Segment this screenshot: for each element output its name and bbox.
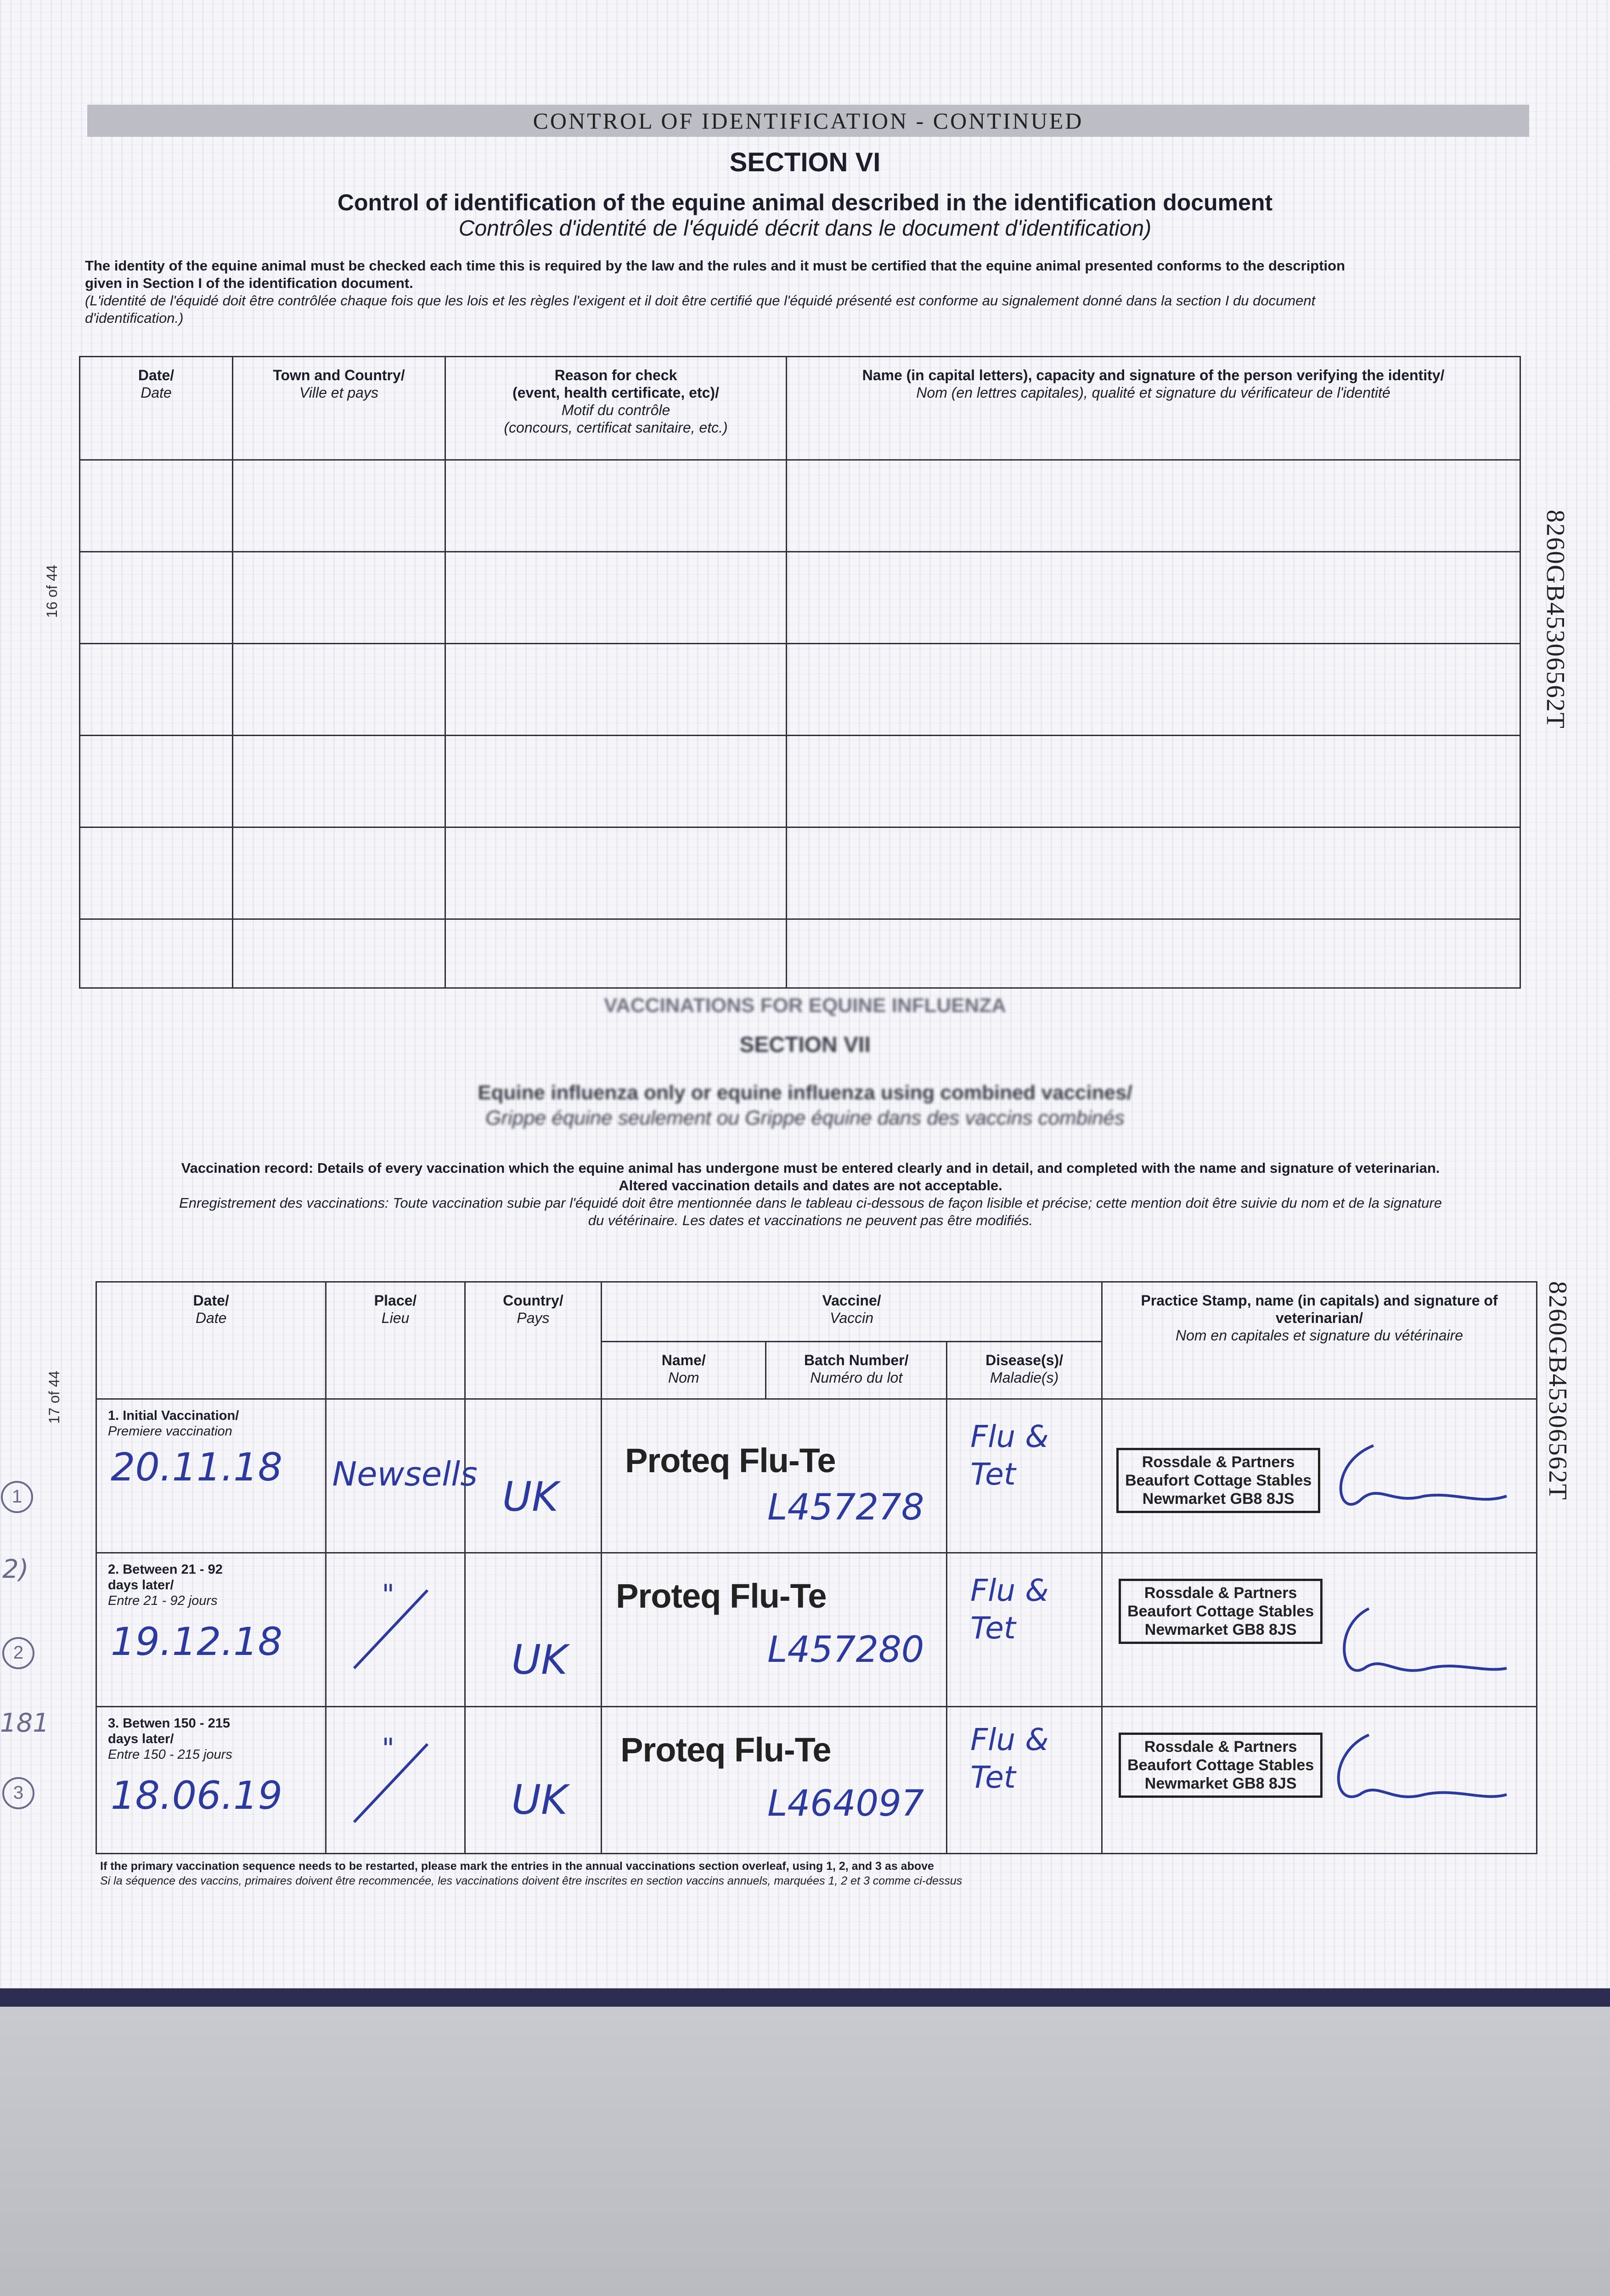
vacc-country-cell: [465, 1399, 601, 1553]
vacc-country-value: UK: [511, 1636, 568, 1683]
section-vii-heading-en: Equine influenza only or equine influenza using combined vaccines/: [478, 1081, 1132, 1104]
vacc-name-batch-cell: [602, 1399, 947, 1553]
footnote-fr: Si la séquence des vaccins, primaires doivent être recommencée, les vaccinations doivent être inscrites en section vaccins annuels, marquées 1, 2 et 3 comme ci-dessus: [100, 1874, 963, 1887]
vacc-place-value: ": [382, 1733, 394, 1765]
col-reason-fr-2: (concours, certificat sanitaire, etc.): [504, 419, 728, 436]
col-reason-en-2: (event, health certificate, etc)/: [512, 384, 719, 401]
passport-code-bottom: 8260GB45306562T: [1543, 1281, 1572, 1501]
vacc-disease-cell: [947, 1399, 1102, 1553]
vacc-country-cell: [465, 1707, 601, 1854]
col-place-fr: Lieu: [381, 1310, 410, 1326]
vacc-date-cell: [96, 1707, 326, 1854]
intro-en-line-2: given in Section I of the identification document.: [85, 275, 413, 291]
margin-mark-3: 2: [2, 1637, 34, 1669]
col-vaccine-name-fr: Nom: [668, 1369, 699, 1386]
margin-mark-1: 1: [1, 1481, 33, 1513]
table-row: [80, 827, 1520, 919]
col-stamp-header: [1102, 1282, 1537, 1399]
col-disease-en: Disease(s)/: [985, 1352, 1064, 1368]
col-disease-fr: Maladie(s): [990, 1369, 1059, 1386]
page-number-16: 16 of 44: [44, 565, 60, 618]
margin-mark-5: 3: [2, 1777, 34, 1809]
col-town-fr: Ville et pays: [299, 384, 378, 401]
vaccination-footnote: [100, 1859, 1524, 1888]
col-vaccine-name-header: [602, 1342, 766, 1399]
vaccine-name: Proteq Flu-Te: [620, 1731, 831, 1769]
passport-code-top: 8260GB45306562T: [1541, 510, 1570, 729]
col-town-en: Town and Country/: [273, 367, 405, 383]
row-label-fr: Premiere vaccination: [108, 1424, 232, 1439]
practice-stamp: [1116, 1448, 1320, 1513]
vacc-place-cell: [326, 1399, 478, 1553]
stamp-line-2: Beaufort Cottage Stables: [1127, 1756, 1314, 1774]
vacc-disease-cell: [947, 1553, 1102, 1707]
vaccination-table: [96, 1281, 1537, 1854]
vacc-stamp-cell: [1102, 1399, 1537, 1553]
table-row: [80, 736, 1520, 827]
vacc-date-value: 19.12.18: [111, 1619, 283, 1664]
col-country-fr: Pays: [517, 1310, 550, 1326]
disease-value: Flu & Tet: [970, 1573, 1049, 1646]
col-place-en: Place/: [374, 1292, 417, 1309]
col-vaccine-name-en: Name/: [661, 1352, 706, 1368]
disease-value: Flu & Tet: [970, 1419, 1049, 1492]
practice-stamp: [1119, 1733, 1323, 1798]
intro-en-line-1: The identity of the equine animal must be checked each time this is required by the law and the rules and it must be certified that the equine animal presented conforms to the description: [85, 258, 1345, 274]
col-town-header: [233, 357, 445, 460]
identity-check-header-row: [80, 357, 1520, 460]
section-vii-heading-fr: Grippe équine seulement ou Grippe équine dans des vaccins combinés: [485, 1107, 1125, 1129]
table-row: [80, 552, 1520, 644]
row-label-en-2: days later/: [108, 1578, 174, 1593]
row-label-en: 1. Initial Vaccination/: [108, 1408, 239, 1423]
intro-fr-line-2: d'identification.): [85, 310, 184, 326]
stamp-line-1: Rossdale & Partners: [1144, 1584, 1297, 1602]
vacc-place-value: Newsells: [332, 1455, 478, 1493]
batch-number: L457278: [767, 1487, 924, 1528]
section-vi-heading-en: Control of identification of the equine animal described in the identification document: [337, 190, 1273, 215]
col-batch-header: [766, 1342, 947, 1399]
col-vaccine-header: [602, 1282, 1102, 1342]
col-country-en: Country/: [503, 1292, 563, 1309]
row-label-en: 2. Between 21 - 92: [108, 1562, 223, 1577]
col-date-fr: Date: [141, 384, 172, 401]
vaccination-intro-fr-2: du vétérinaire. Les dates et vaccinations ne peuvent pas être modifiés.: [588, 1212, 1033, 1228]
col-reason-fr: Motif du contrôle: [561, 402, 670, 418]
vacc-date-cell: [96, 1399, 326, 1553]
col-vaccine-fr: Vaccin: [830, 1310, 874, 1326]
vacc-stamp-cell: [1102, 1707, 1537, 1854]
vaccination-header-row: [96, 1282, 1537, 1342]
vacc-country-value: UK: [502, 1473, 558, 1520]
batch-number: L464097: [767, 1783, 924, 1824]
col-vacc-date-header: [96, 1282, 326, 1399]
stamp-line-3: Newmarket GB8 8JS: [1142, 1490, 1295, 1508]
scanner-edge: [0, 1988, 1610, 2296]
page-number-17: 17 of 44: [46, 1371, 62, 1424]
col-vacc-date-fr: Date: [195, 1310, 227, 1326]
col-stamp-fr: Nom en capitales et signature du vétérinaire: [1175, 1327, 1464, 1344]
vacc-date-value: 18.06.19: [111, 1773, 283, 1818]
practice-stamp: [1119, 1579, 1323, 1644]
footnote-en: If the primary vaccination sequence needs to be restarted, please mark the entries in the annual vaccinations section overleaf, using 1, 2, and 3 as above: [100, 1860, 934, 1873]
vaccine-name: Proteq Flu-Te: [625, 1441, 836, 1480]
intro-fr-line-1: (L'identité de l'équidé doit être contrôlée chaque fois que les lois et les règles l'exigent et il doit être certifié que l'équidé présenté est conforme au signalement donné dans la section I du document: [85, 293, 1316, 309]
col-batch-fr: Numéro du lot: [810, 1369, 903, 1386]
identity-check-table: [79, 356, 1521, 989]
table-row: [96, 1553, 1537, 1707]
row-label-en: 3. Betwen 150 - 215: [108, 1716, 230, 1731]
stamp-line-1: Rossdale & Partners: [1142, 1453, 1295, 1471]
vaccination-intro-en-1: Vaccination record: Details of every vaccination which the equine animal has undergone must be entered clearly and in detail, and completed with the name and signature of veterinarian.: [181, 1160, 1440, 1176]
disease-value: Flu & Tet: [970, 1722, 1049, 1795]
col-verifier-fr: Nom (en lettres capitales), qualité et signature du vérificateur de l'identité: [916, 384, 1390, 401]
col-batch-en: Batch Number/: [804, 1352, 909, 1368]
vacc-place-value: ": [382, 1579, 394, 1611]
row-label-fr: Entre 21 - 92 jours: [108, 1593, 218, 1608]
section-vi-title: SECTION VI: [729, 147, 881, 177]
col-disease-header: [947, 1342, 1102, 1399]
table-row: [80, 460, 1520, 552]
vacc-date-value: 20.11.18: [111, 1445, 283, 1490]
table-row: [80, 644, 1520, 736]
col-stamp-en: Practice Stamp, name (in capitals) and signature of veterinarian/: [1141, 1292, 1498, 1326]
section-vi-intro: [85, 257, 1531, 327]
margin-mark-2: 2): [2, 1554, 29, 1584]
row-label-en-2: days later/: [108, 1732, 174, 1746]
stamp-line-3: Newmarket GB8 8JS: [1144, 1621, 1297, 1638]
batch-number: L457280: [767, 1629, 924, 1671]
section-vi-banner: CONTROL OF IDENTIFICATION - CONTINUED: [87, 105, 1529, 137]
vaccine-name: Proteq Flu-Te: [616, 1577, 827, 1615]
col-verifier-header: [787, 357, 1520, 460]
vaccination-intro-en-2: Altered vaccination details and dates are not acceptable.: [619, 1177, 1002, 1193]
stamp-line-2: Beaufort Cottage Stables: [1125, 1472, 1312, 1489]
section-vi-heading-fr: Contrôles d'identité de l'équidé décrit dans le document d'identification): [458, 216, 1152, 241]
section-vii-banner: VACCINATIONS FOR EQUINE INFLUENZA: [604, 994, 1006, 1017]
vaccination-intro-fr-1: Enregistrement des vaccinations: Toute vaccination subie par l'équidé doit être mentionnée dans le tableau ci-dessous de façon lisible et précise; cette mention doit être suivie du nom et de la signature: [179, 1195, 1442, 1211]
col-reason-header: [445, 357, 787, 460]
stamp-line-3: Newmarket GB8 8JS: [1144, 1775, 1297, 1792]
table-row: [96, 1399, 1537, 1553]
col-reason-en: Reason for check: [554, 367, 677, 383]
table-row: [80, 919, 1520, 988]
col-date-header: [80, 357, 233, 460]
vacc-date-cell: [96, 1553, 326, 1707]
col-vacc-date-en: Date/: [193, 1292, 229, 1309]
col-verifier-en: Name (in capital letters), capacity and signature of the person verifying the identity/: [862, 367, 1445, 383]
vacc-country-cell: [465, 1553, 601, 1707]
col-country-header: [465, 1282, 601, 1399]
vacc-stamp-cell: [1102, 1553, 1537, 1707]
margin-mark-4: 181: [0, 1708, 49, 1738]
vacc-place-cell: [326, 1553, 465, 1707]
vacc-country-value: UK: [511, 1776, 568, 1823]
stamp-line-2: Beaufort Cottage Stables: [1127, 1603, 1314, 1620]
vacc-disease-cell: [947, 1707, 1102, 1854]
vacc-place-cell: [326, 1707, 465, 1854]
vet-signature: [1318, 1599, 1511, 1700]
section-vii-title: SECTION VII: [739, 1033, 871, 1057]
vet-signature: [1309, 1726, 1511, 1827]
vacc-name-batch-cell: [602, 1707, 947, 1854]
col-vaccine-en: Vaccine/: [822, 1292, 881, 1309]
col-date-en: Date/: [138, 367, 175, 383]
table-row: [96, 1707, 1537, 1854]
vet-signature: [1318, 1427, 1511, 1533]
section-vii-intro: [96, 1159, 1525, 1229]
col-place-header: [326, 1282, 465, 1399]
stamp-line-1: Rossdale & Partners: [1144, 1738, 1297, 1756]
row-label-fr: Entre 150 - 215 jours: [108, 1747, 232, 1762]
vacc-name-batch-cell: [602, 1553, 947, 1707]
